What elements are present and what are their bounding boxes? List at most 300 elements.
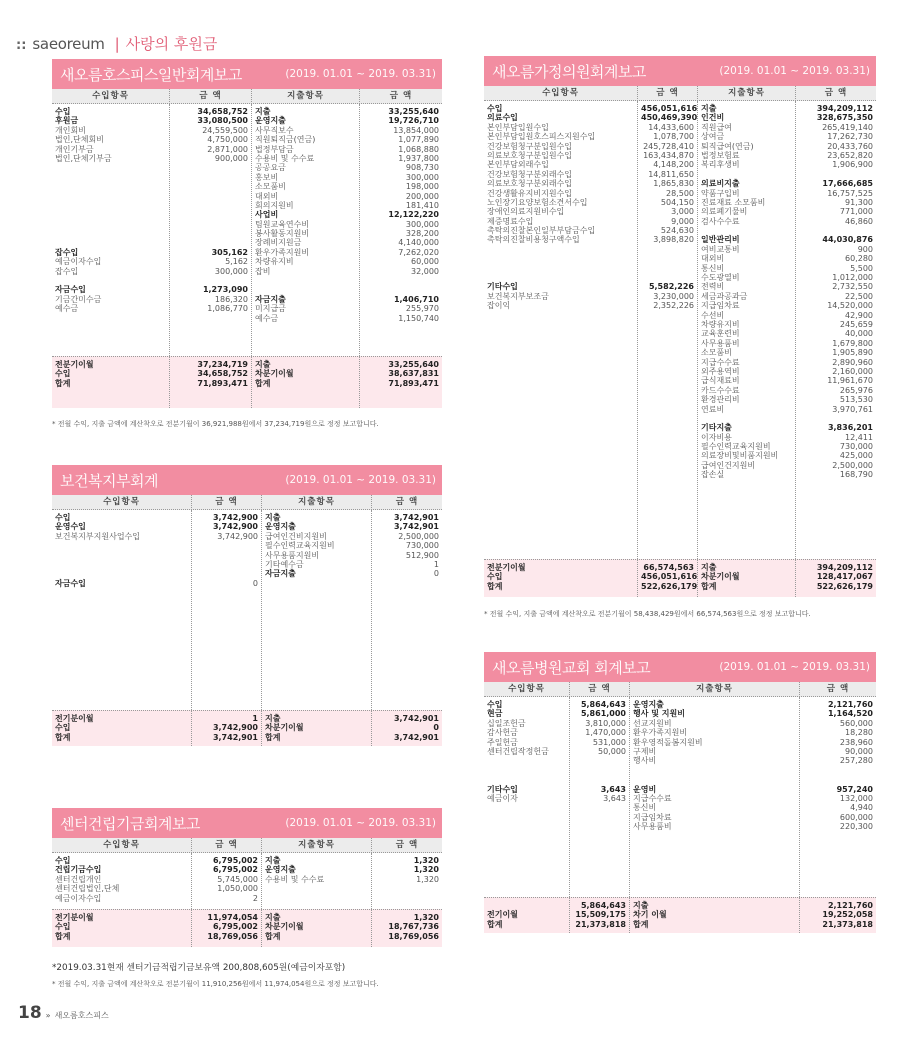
item-label: 잡수입 — [55, 247, 79, 257]
item-label: 여비교통비 — [701, 244, 740, 254]
item-label: 자금수입 — [55, 285, 86, 295]
amount-cell — [173, 238, 248, 247]
total-label: 전기분이월 — [55, 913, 94, 922]
total-amount: 3,742,901 — [212, 732, 258, 742]
amount-cell: 456,051,616 — [641, 104, 698, 113]
total-label: 수입 — [55, 369, 71, 379]
total-label: 합계 — [487, 581, 503, 591]
item-label — [55, 192, 166, 201]
item-label: 자금수입 — [55, 578, 86, 588]
item-label: 법인,단체기부금 — [55, 153, 112, 163]
item-column — [52, 104, 170, 356]
amount-cell: 181,410 — [405, 200, 439, 210]
amount-cell — [803, 766, 873, 775]
total-amount: 128,417,067 — [816, 572, 873, 582]
table-footer — [52, 710, 442, 746]
item-column — [484, 697, 570, 897]
total-label: 차분기이월 — [265, 723, 304, 733]
amount-cell — [573, 775, 626, 784]
amount-cell — [573, 756, 626, 765]
table-body — [52, 853, 442, 909]
total-label: 전기분이월 — [55, 714, 94, 723]
column-header: 지출항목 — [262, 495, 372, 510]
amount-cell: 300,000 — [405, 172, 439, 182]
table-footer — [484, 559, 876, 597]
column-header: 금 액 — [824, 88, 848, 98]
amount-cell: 900,000 — [214, 153, 248, 163]
amount-cell — [641, 273, 694, 282]
table-body — [484, 697, 876, 897]
amount-cell: 1,078,700 — [653, 132, 694, 142]
total-amounts — [800, 898, 876, 933]
column-header: 금 액 — [638, 86, 698, 101]
item-label: 건립기금수입 — [55, 865, 102, 875]
total-label: 지출 — [255, 360, 271, 369]
amount-cell: 1,905,890 — [832, 348, 873, 358]
item-label — [633, 775, 796, 784]
amount-cell: 513,530 — [839, 395, 873, 405]
total-label: 지출 — [701, 563, 717, 572]
amount-cell: 12,122,220 — [388, 210, 439, 220]
item-label — [487, 766, 566, 775]
amount-cell: 2 — [252, 893, 258, 903]
item-label: 건강보험청구분외래수입 — [487, 169, 573, 179]
amount-cell: 257,280 — [839, 756, 873, 766]
column-header: 금 액 — [389, 91, 413, 101]
item-label — [55, 569, 188, 578]
item-label: 법인,단체회비 — [55, 135, 104, 145]
amount-cell: 2,352,226 — [653, 301, 694, 311]
item-label — [55, 551, 188, 560]
amount-cell — [641, 245, 694, 254]
amount-cell: 1,150,740 — [398, 313, 439, 323]
amount-cell — [173, 192, 248, 201]
amount-cell: 394,209,112 — [816, 104, 873, 113]
amount-cell: 1,865,830 — [653, 179, 694, 189]
card-title: 센터건립기금회계보고 — [60, 814, 200, 833]
total-amount: 18,769,056 — [388, 931, 439, 941]
amount-cell: 5,864,643 — [580, 700, 626, 709]
amount-cell: 255,970 — [405, 304, 439, 314]
item-label: 전력비 — [701, 282, 725, 292]
item-label: 인건비 — [701, 113, 725, 123]
page-number: 18 — [18, 1003, 42, 1023]
amount-cell: 90,000 — [845, 746, 873, 756]
item-column — [484, 101, 638, 559]
item-label: 지급임차료 — [701, 301, 740, 311]
item-label: 급여인건비지원비 — [265, 531, 327, 541]
total-amount: 5,864,643 — [580, 901, 626, 910]
amount-cell: 2,121,760 — [827, 700, 873, 709]
amount-cell: 14,811,650 — [648, 169, 694, 179]
item-label: 수입 — [55, 107, 71, 116]
item-label: 환우영적돌봄지원비 — [633, 737, 703, 747]
item-label: 필수인력교육지원비 — [701, 442, 771, 452]
table-footer — [52, 356, 442, 408]
amount-cell: 24,559,500 — [202, 125, 248, 135]
amount-cell: 4,750,000 — [207, 135, 248, 145]
amount-cell: 3,742,900 — [217, 531, 258, 541]
item-label — [55, 220, 166, 229]
item-label: 잡비 — [255, 266, 271, 276]
item-label: 지급임차료 — [633, 812, 672, 822]
total-label: 전분기이월 — [55, 360, 94, 369]
item-label: 센터건립개인 — [55, 874, 102, 884]
total-label: 지출 — [633, 901, 649, 910]
item-label — [55, 541, 188, 550]
amount-cell: 425,000 — [839, 451, 873, 461]
item-label: 운영지출 — [633, 700, 664, 709]
item-label — [487, 273, 634, 282]
table-body — [52, 104, 442, 356]
amount-cell: 900 — [857, 244, 873, 254]
total-labels — [698, 560, 796, 597]
total-amount: 2,121,760 — [827, 901, 873, 910]
item-column — [52, 510, 192, 710]
item-label: 본인부담외래수입 — [487, 160, 549, 170]
header-separator: | — [114, 35, 120, 53]
amount-cell: 198,000 — [405, 182, 439, 192]
amount-cell: 3,810,000 — [585, 718, 626, 728]
amount-cell: 512,900 — [405, 550, 439, 560]
card-title: 보건복지부회계 — [60, 471, 158, 490]
item-label — [701, 170, 792, 179]
amount-cell — [363, 285, 439, 294]
item-label: 미지급금 — [255, 304, 286, 314]
item-label: 복리후생비 — [701, 160, 740, 170]
item-label: 잡이익 — [487, 301, 511, 311]
item-label: 노인장기요양보험소견서수입 — [487, 197, 588, 207]
amount-cell — [173, 220, 248, 229]
column-header: 수입항목 — [52, 89, 170, 104]
total-label: 지출 — [265, 913, 281, 922]
item-label: 소모품비 — [255, 182, 286, 192]
item-label: 사무직보수 — [255, 125, 294, 135]
item-label: 보건복지부보조금 — [487, 291, 549, 301]
item-label: 공공요금 — [255, 163, 286, 173]
card-period: (2019. 01.01 ~ 2019. 03.31) — [285, 474, 436, 486]
total-labels — [52, 910, 192, 947]
item-label: 법정부담금 — [255, 144, 294, 154]
amount-cell: 1,679,800 — [832, 338, 873, 348]
item-label: 기타예수금 — [265, 559, 304, 569]
amount-cell: 524,630 — [660, 226, 694, 236]
item-label: 외주용역비 — [701, 366, 740, 376]
amount-cell: 3,643 — [603, 793, 626, 803]
item-column — [630, 697, 800, 897]
amount-cell: 19,726,710 — [388, 116, 439, 126]
amount-cell — [799, 226, 873, 235]
item-label: 수입 — [55, 856, 71, 865]
amount-cell — [173, 276, 248, 285]
total-amount: 34,658,752 — [197, 369, 248, 379]
amount-cell: 265,419,140 — [822, 122, 873, 132]
column-header: 지출항목 — [630, 682, 800, 697]
amount-cell: 300,000 — [405, 219, 439, 229]
total-labels — [262, 711, 372, 746]
card-welfare — [52, 465, 442, 746]
amount-cell: 4,940 — [850, 803, 873, 813]
header-dots: :: — [16, 38, 27, 53]
total-label: 합계 — [55, 931, 71, 941]
item-label — [55, 560, 188, 569]
amount-cell — [363, 276, 439, 285]
amount-cell: 13,854,000 — [393, 125, 439, 135]
amount-cell: 1,164,520 — [827, 709, 873, 719]
item-label: 운영지출 — [265, 865, 296, 875]
amount-cell: 11,961,670 — [827, 376, 873, 386]
amount-cell: 18,280 — [845, 728, 873, 738]
amount-cell: 5,500 — [850, 263, 873, 273]
card-title-bar — [52, 465, 442, 495]
item-label: 지출 — [701, 104, 717, 113]
amount-cell — [195, 569, 258, 578]
amount-cell: 60,000 — [411, 257, 439, 267]
column-header: 금 액 — [570, 682, 630, 697]
item-label: 검사수수료 — [701, 216, 740, 226]
amount-cell: 2,871,000 — [207, 144, 248, 154]
amount-cell — [173, 173, 248, 182]
item-label: 센터건립작정헌금 — [487, 746, 549, 756]
card-period: (2019. 01.01 ~ 2019. 03.31) — [285, 68, 436, 80]
amount-cell — [641, 264, 694, 273]
item-label: 급식재료비 — [701, 376, 740, 386]
item-label: 보건복지부지원사업수입 — [55, 531, 141, 541]
amount-cell: 305,162 — [211, 247, 248, 257]
amount-cell — [173, 210, 248, 219]
table-header — [52, 495, 442, 510]
amount-cell — [799, 170, 873, 179]
table-header — [484, 86, 876, 101]
item-label: 필수인력교육지원비 — [265, 541, 335, 551]
total-labels — [262, 910, 372, 947]
column-header: 금 액 — [192, 838, 262, 853]
item-label: 연료비 — [701, 404, 725, 414]
item-label: 행사 및 지원비 — [633, 709, 685, 719]
total-amount: 394,209,112 — [816, 563, 873, 572]
item-label: 수용비 및 수수료 — [255, 153, 315, 163]
item-label: 예금이자 — [487, 793, 518, 803]
total-label: 합계 — [701, 581, 717, 591]
item-label: 의료비지출 — [701, 179, 740, 189]
page-title: 사랑의 후원금 — [125, 35, 218, 53]
total-amount: 1 — [252, 714, 258, 723]
item-label: 예금이자수입 — [55, 257, 102, 267]
table-footer — [484, 897, 876, 933]
column-header: 지출항목 — [698, 86, 796, 101]
item-label: 기금간미수금 — [55, 294, 102, 304]
amount-cell: 3,742,901 — [393, 522, 439, 532]
column-header: 금 액 — [826, 684, 850, 694]
item-label: 건강보험청구분입원수입 — [487, 141, 573, 151]
item-label: 기타지출 — [701, 423, 732, 433]
amount-cell: 3,000 — [671, 207, 694, 217]
total-label — [487, 901, 566, 910]
total-amounts — [192, 711, 262, 746]
item-label: 대외비 — [701, 254, 725, 264]
item-label: 지출 — [255, 107, 271, 116]
site-name: saeoreum — [32, 35, 105, 53]
item-label: 장애인의료지원비수입 — [487, 207, 565, 217]
item-label: 개인기부금 — [55, 144, 94, 154]
total-label: 합계 — [255, 378, 271, 388]
item-label: 운영수입 — [55, 522, 86, 532]
amount-cell: 328,675,350 — [816, 113, 873, 123]
column-header: 금 액 — [192, 495, 262, 510]
table-body — [52, 510, 442, 710]
item-label: 센터건립법인,단체 — [55, 884, 120, 894]
table-body — [484, 101, 876, 559]
amount-cell — [195, 560, 258, 569]
item-label: 십일조헌금 — [487, 718, 526, 728]
amount-cell: 16,757,525 — [827, 188, 873, 198]
column-header: 금 액 — [395, 840, 419, 850]
amount-cell: 730,000 — [405, 541, 439, 551]
amount-column — [796, 101, 876, 559]
note-center-fund: * 전월 수익, 지출 금액에 계산착오로 전분기월이 11,910,256원에서 11,974,054원으로 정정 보고합니다. — [52, 980, 379, 988]
item-label: 수용비 및 수수료 — [265, 874, 325, 884]
table-footer — [52, 909, 442, 947]
amount-cell: 957,240 — [836, 784, 873, 794]
item-label: 이자비용 — [701, 432, 732, 442]
column-header: 수입항목 — [484, 682, 570, 697]
item-label: 예수금 — [55, 304, 79, 314]
item-label: 통신비 — [701, 263, 725, 273]
amount-cell: 4,148,200 — [653, 160, 694, 170]
amount-cell — [173, 163, 248, 172]
item-label: 회의지원비 — [255, 200, 294, 210]
amount-cell: 3,742,901 — [393, 513, 439, 522]
item-label: 촉탁의진찰비용청구액수입 — [487, 235, 580, 245]
item-label: 환우가족지원비 — [633, 728, 688, 738]
item-label: 운영비 — [633, 784, 657, 794]
card-title-bar — [52, 59, 442, 89]
item-label — [633, 766, 796, 775]
item-label: 기타수입 — [487, 784, 518, 794]
item-label: 차량유지비 — [255, 257, 294, 267]
total-amounts — [638, 560, 698, 597]
item-label: 교육훈련비 — [701, 329, 740, 339]
item-label: 잡수입 — [55, 266, 79, 276]
item-label: 수선비 — [701, 310, 725, 320]
item-label: 의료보호청구분입원수입 — [487, 150, 573, 160]
item-label: 급여인건지원비 — [701, 460, 756, 470]
item-label: 진료재료 소모품비 — [701, 197, 766, 207]
amount-cell: 245,659 — [839, 319, 873, 329]
amount-column — [372, 510, 442, 710]
item-label: 수도광열비 — [701, 273, 740, 283]
column-header: 수입항목 — [52, 495, 192, 510]
total-labels — [484, 898, 570, 933]
item-label: 지출 — [265, 856, 281, 865]
amount-cell: 34,658,752 — [197, 107, 248, 116]
amount-cell: 730,000 — [839, 442, 873, 452]
total-amount: 71,893,471 — [388, 378, 439, 388]
total-label: 합계 — [55, 378, 71, 388]
amount-cell: 245,728,410 — [643, 141, 694, 151]
item-label — [487, 245, 634, 254]
footer-arrow: » — [45, 1011, 51, 1020]
item-label: 운영지출 — [265, 522, 296, 532]
total-labels — [484, 560, 638, 597]
item-label: 촉탁의진찰본인일부부담금수입 — [487, 226, 596, 236]
amount-cell: 50,000 — [598, 746, 626, 756]
item-label — [255, 276, 356, 285]
amount-cell: 5,745,000 — [217, 874, 258, 884]
item-label: 법정보험료 — [701, 150, 740, 160]
amount-cell: 1,068,880 — [398, 144, 439, 154]
amount-cell: 91,300 — [845, 197, 873, 207]
item-label — [55, 163, 166, 172]
item-label: 개인회비 — [55, 125, 86, 135]
table-header — [484, 682, 876, 697]
item-label: 사업비 — [255, 210, 279, 220]
amount-cell: 17,666,685 — [822, 179, 873, 189]
total-label: 합계 — [633, 919, 649, 929]
card-title-bar — [52, 808, 442, 838]
item-label: 지급수수료 — [701, 357, 740, 367]
card-clinic — [484, 56, 876, 597]
amount-column — [170, 104, 252, 356]
amount-cell: 163,434,870 — [643, 150, 694, 160]
total-amount: 3,742,901 — [393, 714, 439, 723]
amount-cell: 0 — [252, 578, 258, 588]
amount-column — [192, 853, 262, 909]
amount-cell: 1,077,890 — [398, 135, 439, 145]
item-label: 사무용품비 — [701, 338, 740, 348]
card-period: (2019. 01.01 ~ 2019. 03.31) — [719, 65, 870, 77]
amount-cell: 1,320 — [416, 874, 439, 884]
amount-cell: 1,012,000 — [832, 273, 873, 283]
amount-cell: 504,150 — [660, 197, 694, 207]
amount-cell: 2,500,000 — [398, 531, 439, 541]
item-label: 기타수입 — [487, 282, 518, 292]
item-label: 제증명료수입 — [487, 216, 534, 226]
item-label: 지출 — [265, 513, 281, 522]
item-label — [55, 238, 166, 247]
amount-cell: 23,652,820 — [827, 150, 873, 160]
total-amount: 66,574,563 — [643, 563, 694, 572]
amount-cell: 5,861,000 — [580, 709, 626, 719]
total-amount: 3,742,901 — [393, 732, 439, 742]
item-label: 차량유지비 — [701, 319, 740, 329]
total-label: 수입 — [55, 723, 71, 733]
amount-cell: 1,320 — [413, 856, 439, 865]
amount-cell: 28,500 — [666, 188, 694, 198]
amount-cell: 560,000 — [839, 718, 873, 728]
total-amount: 18,767,736 — [388, 922, 439, 932]
item-label: 지급수수료 — [633, 793, 672, 803]
item-label: 팀원교육연수비 — [255, 219, 310, 229]
item-label: 퇴직급여(연금) — [701, 141, 754, 151]
item-label: 약품구입비 — [701, 188, 740, 198]
amount-column — [192, 510, 262, 710]
item-column — [52, 853, 192, 909]
amount-column — [800, 697, 876, 897]
amount-cell: 2,732,550 — [832, 282, 873, 292]
total-amount: 21,373,818 — [822, 919, 873, 929]
total-label: 차분기이월 — [265, 922, 304, 932]
item-label: 구제비 — [633, 746, 657, 756]
amount-cell — [173, 201, 248, 210]
item-column — [262, 853, 372, 909]
item-label: 의료수입 — [487, 113, 518, 123]
total-amount: 11,974,054 — [207, 913, 258, 922]
amount-cell: 33,080,500 — [197, 116, 248, 126]
amount-cell: 7,262,020 — [398, 247, 439, 257]
amount-cell: 1,050,000 — [217, 884, 258, 894]
amount-cell: 6,795,002 — [212, 865, 258, 875]
